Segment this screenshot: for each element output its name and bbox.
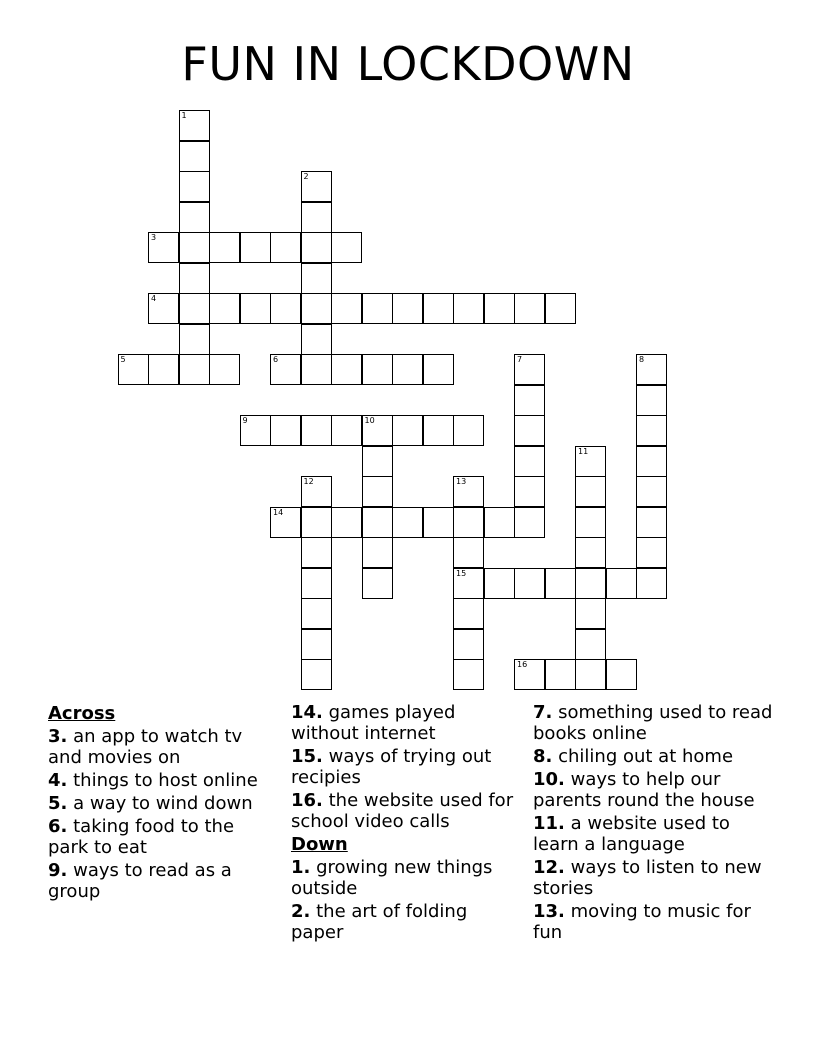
grid-cell[interactable] — [514, 659, 545, 690]
clue-column-1 — [48, 702, 274, 904]
grid-cell[interactable] — [575, 598, 606, 629]
grid-cell[interactable] — [331, 293, 362, 324]
clue-column-2 — [291, 702, 517, 945]
grid-cell[interactable] — [484, 507, 515, 538]
grid-cell[interactable] — [423, 293, 454, 324]
grid-cell[interactable] — [575, 568, 606, 599]
clue-across-4: 4. things to host online — [48, 770, 258, 791]
grid-cell[interactable] — [423, 354, 454, 385]
grid-cell[interactable] — [301, 202, 332, 233]
cell-number: 3 — [151, 233, 157, 242]
grid-cell[interactable] — [362, 446, 393, 477]
clue-down-7: 7. something used to read books online — [533, 702, 773, 744]
puzzle-title: FUN IN LOCKDOWN — [181, 37, 635, 91]
clue-across-15: 15. ways of trying out recipies — [291, 746, 492, 788]
grid-cell[interactable] — [453, 415, 484, 446]
grid-cell[interactable] — [179, 324, 210, 355]
clue-down-10: 10. ways to help our parents round the house — [533, 769, 755, 811]
cell-number: 14 — [273, 507, 284, 517]
clue-down-11: 11. a website used to learn a language — [533, 813, 730, 855]
grid-cell[interactable] — [148, 354, 179, 385]
grid-cell[interactable] — [575, 507, 606, 538]
grid-cell[interactable] — [301, 293, 332, 324]
grid-cell[interactable] — [270, 293, 301, 324]
clue-down-8: 8. chiling out at home — [533, 746, 734, 767]
grid-cell[interactable] — [514, 385, 545, 416]
grid-cell[interactable] — [301, 476, 332, 507]
grid-cell[interactable] — [514, 476, 545, 507]
grid-cell[interactable] — [270, 232, 301, 263]
cell-number: 8 — [639, 355, 645, 364]
grid-cell[interactable] — [301, 568, 332, 599]
grid-cell[interactable] — [209, 232, 240, 263]
grid-cell[interactable] — [301, 263, 332, 294]
grid-cell[interactable] — [453, 598, 484, 629]
grid-cell[interactable] — [636, 537, 667, 568]
grid-cell[interactable] — [453, 476, 484, 507]
clue-across-5: 5. a way to wind down — [48, 793, 253, 814]
grid-cell[interactable] — [118, 354, 149, 385]
grid-cell[interactable] — [301, 507, 332, 538]
grid-cell[interactable] — [636, 415, 667, 446]
grid-cell[interactable] — [179, 202, 210, 233]
grid-cell[interactable] — [453, 293, 484, 324]
grid-cell[interactable] — [301, 354, 332, 385]
grid-cell[interactable] — [301, 537, 332, 568]
grid-cell[interactable] — [301, 171, 332, 202]
cell-number: 10 — [364, 416, 375, 425]
grid-cell[interactable] — [484, 568, 515, 599]
grid-cell[interactable] — [209, 354, 240, 385]
cell-number: 2 — [303, 172, 309, 181]
grid-cell[interactable] — [484, 293, 515, 324]
clue-across-14: 14. games played without internet — [291, 702, 456, 744]
grid-cell[interactable] — [331, 354, 362, 385]
grid-cell[interactable] — [575, 446, 606, 477]
grid-cell[interactable] — [514, 293, 545, 324]
clue-down-12: 12. ways to listen to new stories — [533, 857, 762, 899]
clue-across-6: 6. taking food to the park to eat — [48, 816, 235, 858]
grid-cell[interactable] — [545, 568, 576, 599]
grid-cell[interactable] — [179, 263, 210, 294]
grid-cell[interactable] — [179, 171, 210, 202]
grid-cell[interactable] — [636, 385, 667, 416]
cell-number: 13 — [456, 477, 467, 486]
clue-across-3: 3. an app to watch tv and movies on — [48, 726, 243, 768]
grid-cell[interactable] — [545, 293, 576, 324]
grid-cell[interactable] — [636, 354, 667, 385]
grid-cell[interactable] — [514, 446, 545, 477]
grid-cell[interactable] — [575, 537, 606, 568]
clue-across-9: 9. ways to read as a group — [48, 860, 232, 902]
grid-cell[interactable] — [148, 232, 179, 263]
cell-number: 6 — [273, 355, 279, 364]
grid-cell[interactable] — [270, 415, 301, 446]
grid-cell[interactable] — [301, 324, 332, 355]
grid-cell[interactable] — [514, 415, 545, 446]
grid-cell[interactable] — [636, 476, 667, 507]
grid-cell[interactable] — [179, 293, 210, 324]
grid-cell[interactable] — [453, 568, 484, 599]
grid-cell[interactable] — [636, 446, 667, 477]
grid-cell[interactable] — [301, 629, 332, 660]
grid-cell[interactable] — [575, 629, 606, 660]
grid-cell[interactable] — [606, 659, 637, 690]
clue-across-16: 16. the website used for school video calls — [291, 790, 514, 832]
grid-cell[interactable] — [636, 568, 667, 599]
grid-cell[interactable] — [392, 293, 423, 324]
grid-cell[interactable] — [331, 415, 362, 446]
grid-cell[interactable] — [179, 141, 210, 172]
grid-cell[interactable] — [148, 293, 179, 324]
down-heading: Down — [291, 834, 348, 855]
grid-cell[interactable] — [514, 354, 545, 385]
grid-cell[interactable] — [362, 354, 393, 385]
grid-cell[interactable] — [240, 232, 271, 263]
grid-cell[interactable] — [362, 293, 393, 324]
grid-cell[interactable] — [606, 568, 637, 599]
grid-cell[interactable] — [301, 232, 332, 263]
grid-cell[interactable] — [453, 537, 484, 568]
cell-number: 7 — [517, 355, 523, 364]
cell-number: 11 — [578, 446, 589, 456]
grid-cell[interactable] — [453, 629, 484, 660]
grid-cell[interactable] — [514, 568, 545, 599]
clue-down-2: 2. the art of folding paper — [291, 901, 468, 943]
clue-down-1: 1. growing new things outside — [291, 857, 493, 899]
grid-cell[interactable] — [240, 293, 271, 324]
grid-cell[interactable] — [514, 507, 545, 538]
grid-cell[interactable] — [301, 598, 332, 629]
grid-cell[interactable] — [362, 568, 393, 599]
cell-number: 16 — [517, 660, 528, 669]
grid-cell[interactable] — [301, 415, 332, 446]
cell-number: 15 — [456, 568, 467, 578]
grid-cell[interactable] — [392, 415, 423, 446]
grid-cell[interactable] — [575, 659, 606, 690]
grid-cell[interactable] — [392, 507, 423, 538]
grid-cell[interactable] — [453, 507, 484, 538]
grid-cell[interactable] — [209, 293, 240, 324]
grid-cell[interactable] — [179, 232, 210, 263]
cell-number: 12 — [303, 477, 314, 486]
grid-cell[interactable] — [636, 507, 667, 538]
cell-number: 1 — [181, 111, 187, 120]
grid-cell[interactable] — [392, 354, 423, 385]
grid-cell[interactable] — [270, 507, 301, 538]
clue-column-3 — [533, 702, 773, 945]
grid-cell[interactable] — [362, 415, 393, 446]
grid-cell[interactable] — [453, 659, 484, 690]
cell-number: 4 — [151, 294, 157, 303]
grid-cell[interactable] — [545, 659, 576, 690]
grid-cell[interactable] — [362, 537, 393, 568]
grid-cell[interactable] — [362, 507, 393, 538]
grid-cell[interactable] — [331, 232, 362, 263]
cell-number: 5 — [120, 355, 126, 364]
grid-cell[interactable] — [331, 507, 362, 538]
cell-number: 9 — [242, 416, 248, 425]
grid-cell[interactable] — [575, 476, 606, 507]
grid-cell[interactable] — [423, 415, 454, 446]
across-heading: Across — [48, 703, 116, 724]
clue-down-13: 13. moving to music for fun — [533, 901, 751, 943]
grid-cell[interactable] — [179, 354, 210, 385]
grid-cell[interactable] — [240, 415, 271, 446]
grid-cell[interactable] — [423, 507, 454, 538]
grid-cell[interactable] — [362, 476, 393, 507]
grid-cell[interactable] — [179, 110, 210, 141]
grid-cell[interactable] — [301, 659, 332, 690]
grid-cell[interactable] — [270, 354, 301, 385]
